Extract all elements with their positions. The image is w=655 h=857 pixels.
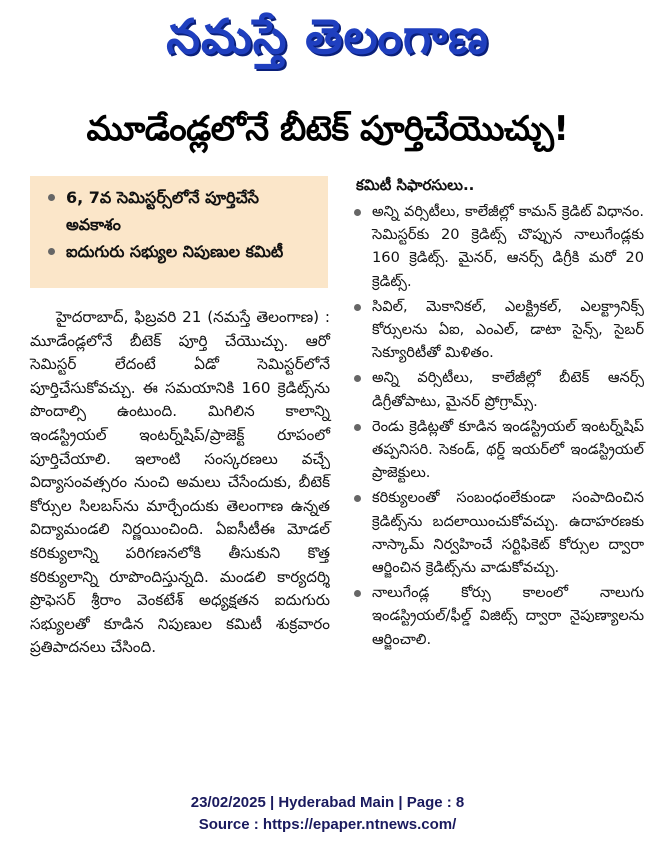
recommendations-column [348, 172, 644, 653]
recommendation-item: నాలుగేండ్ల కోర్సు కాలంలో నాలుగు ఇండస్ట్రియల్‌/ఫీల్డ్‌ విజిట్స్‌ ద్వారా నైపుణ్యాలను ఆర్జించాలి. [348, 581, 644, 651]
recommendations-list [348, 200, 644, 651]
recommendations-heading: కమిటీ సిఫారసులు.. [356, 176, 475, 194]
newspaper-masthead: నమస్తే తెలంగాణ [166, 8, 489, 65]
recommendation-item: అన్ని వర్సిటీలు, కాలేజీల్లో కామన్‌ క్రెడిట్‌ విధానం. సెమిస్టర్‌కు 20 క్రెడిట్స్‌ చొప్పున నాలుగేండ్లకు 160 క్రెడిట్స్‌. మైనర్‌, ఆనర్స్‌ డిగ్రీకి మరో 20 క్రెడిట్స్‌. [348, 200, 644, 293]
footer-source: Source : https://epaper.ntnews.com/ [198, 816, 457, 833]
highlights-box [30, 176, 328, 288]
footer-date-edition: 23/02/2025 | Hyderabad Main | Page : 8 [190, 794, 465, 811]
highlights-list [44, 184, 318, 265]
recommendation-item: కరిక్యులంతో సంబంధంలేకుండా సంపాదించిన క్రెడిట్స్‌ను బదలాయించుకోవచ్చు. ఉదాహరణకు నాస్కామ్‌ నిర్వహించే సర్టిఫికెట్‌ కోర్సుల ద్వారా ఆర్జించిన క్రెడిట్స్‌ను వాడుకోవచ్చు. [348, 486, 644, 579]
recommendation-item: అన్ని వర్సిటీలు, కాలేజీల్లో బీటెక్‌ ఆనర్స్‌ డిగ్రీతోపాటు, మైనర్‌ ప్రోగ్రామ్స్‌. [348, 366, 644, 412]
article-body-column [30, 306, 330, 660]
recommendation-item: సివిల్‌, మెకానికల్‌, ఎలక్ట్రికల్‌, ఎలక్ట్రానిక్స్‌ కోర్సులను ఏఐ, ఎంఎల్‌, డాటా సైన్స్‌, సైబర్‌ సెక్యూరిటీతో మిళితం. [348, 295, 644, 365]
highlight-item: 6, 7వ సెమిస్టర్స్‌లోనే పూర్తిచేసే అవకాశం [44, 184, 318, 238]
highlight-item: ఐదుగురు సభ్యుల నిపుణుల కమిటీ [44, 238, 318, 265]
article-headline: మూడేండ్లలోనే బీటెక్‌ పూర్తిచేయొచ్చు! [86, 109, 569, 149]
recommendation-item: రెండు క్రెడిట్లతో కూడిన ఇండస్ట్రియల్‌ ఇంటర్న్‌షిప్‌ తప్పనిసరి. సెకండ్‌, థర్డ్‌ ఇయర్‌లో ఇండస్ట్రియల్‌ ప్రాజెక్టులు. [348, 415, 644, 485]
article-body-text: హైదరాబాద్‌, ఫిబ్రవరి 21 (నమస్తే తెలంగాణ) : మూడేండ్లలోనే బీటెక్‌ పూర్తి చేయొచ్చు. ఆరో సెమిస్టర్‌ లేదంటే ఏడో సెమిస్టర్‌లోనే పూర్తిచేసుకోవచ్చు. ఈ సమయానికి 160 క్రెడిట్స్‌ను పొందాల్సి ఉంటుంది. మిగిలిన కాలాన్ని ఇండస్ట్రియల్‌ ఇంటర్న్‌షిప్‌/ప్రాజెక్ట్‌ రూపంలో పూర్తిచేయాలి. ఇలాంటి సంస్కరణలు వచ్చే విద్యాసంవత్సరం నుంచి అమలు చేసేందుకు, బీటెక్‌ కోర్సుల సిలబస్‌ను మార్చేందుకు తెలంగాణ ఉన్నత విద్యామండలి నిర్ణయించింది. ఏఐసీటీఈ మోడల్‌ కరిక్యులాన్ని పరిగణనలోకి తీసుకుని కొత్త కరిక్యులాన్ని రూపొందిస్తున్నది. మండలి కార్యదర్శి ప్రొఫెసర్‌ శ్రీరాం వెంకటేశ్‌ అధ్యక్షతన ఐదుగురు సభ్యులతో కూడిన నిపుణుల కమిటీ శుక్రవారం ప్రతిపాదనలు చేసింది. [30, 308, 330, 657]
page-footer [0, 792, 655, 836]
